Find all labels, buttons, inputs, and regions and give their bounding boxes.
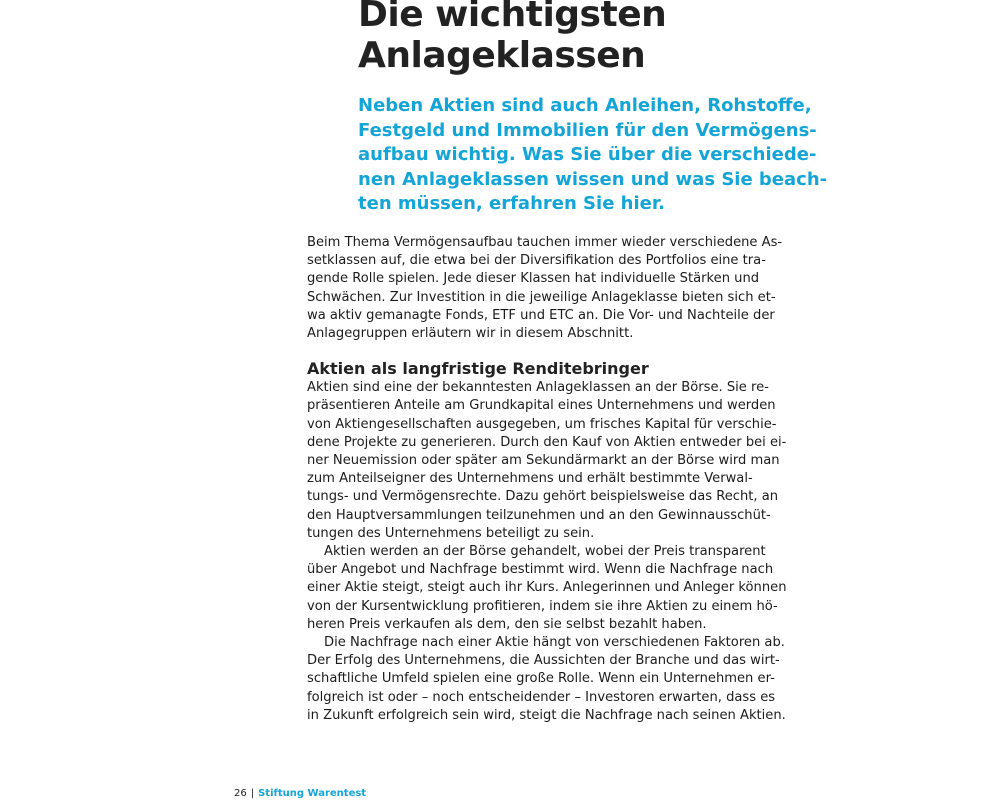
lead-line: aufbau wichtig. Was Sie über die verschiede- xyxy=(358,144,817,166)
section-paragraph-2 xyxy=(307,543,787,634)
lead-paragraph xyxy=(358,94,828,217)
text-line: von Aktiengesellschaften ausgegeben, um frisches Kapital für verschie- xyxy=(307,416,777,432)
lead-line: Festgeld und Immobilien für den Vermögens- xyxy=(358,119,817,141)
text-line: von der Kursentwicklung profitieren, indem sie ihre Aktien zu einem hö- xyxy=(307,598,778,614)
page-footer xyxy=(234,787,366,800)
text-line: schaftliche Umfeld spielen eine große Rolle. Wenn ein Unternehmen er- xyxy=(307,671,775,687)
text-line: Der Erfolg des Unternehmens, die Aussichten der Branche und das wirt- xyxy=(307,653,780,669)
text-line: Aktien werden an der Börse gehandelt, wobei der Preis transparent xyxy=(324,544,766,560)
page-number: 26 xyxy=(234,788,247,799)
text-line: Aktien sind eine der bekanntesten Anlageklassen an der Börse. Sie re- xyxy=(307,380,769,396)
intro-paragraph xyxy=(307,234,783,343)
text-line: heren Preis verkaufen als dem, den sie selbst bezahlt haben. xyxy=(307,616,707,632)
text-line: gende Rolle spielen. Jede dieser Klassen hat individuelle Stärken und xyxy=(307,271,760,287)
title-line: Anlageklassen xyxy=(358,35,646,76)
section-paragraph-3 xyxy=(307,634,786,725)
text-line: den Hauptversammlungen teilzunehmen und an den Gewinnausschüt- xyxy=(307,507,771,523)
body-column xyxy=(307,234,787,725)
text-line: in Zukunft erfolgreich sein wird, steigt die Nachfrage nach seinen Aktien. xyxy=(307,707,786,723)
lead-line: ten müssen, erfahren Sie hier. xyxy=(358,193,666,215)
text-line: wa aktiv gemanagte Fonds, ETF und ETC an. Die Vor- und Nachteile der xyxy=(307,307,775,323)
text-line: Anlagegruppen erläutern wir in diesem Abschnitt. xyxy=(307,326,634,342)
text-line: tungs- und Vermögensrechte. Dazu gehört beispielsweise das Recht, an xyxy=(307,489,779,505)
text-line: über Angebot und Nachfrage bestimmt wird. Wenn die Nachfrage nach xyxy=(307,562,774,578)
text-line: setklassen auf, die etwa bei der Diversifikation des Portfolios eine tra- xyxy=(307,253,766,269)
lead-line: nen Anlageklassen wissen und was Sie beach- xyxy=(358,168,828,190)
text-line: zum Anteilseigner des Unternehmens und erhält bestimmte Verwal- xyxy=(307,471,753,487)
text-line: Die Nachfrage nach einer Aktie hängt von verschiedenen Faktoren ab. xyxy=(324,635,785,651)
lead-line: Neben Aktien sind auch Anleihen, Rohstoffe, xyxy=(358,95,812,116)
text-line: dene Projekte zu generieren. Durch den Kauf von Aktien entweder bei ei- xyxy=(307,434,787,450)
text-line: präsentieren Anteile am Grundkapital eines Unternehmens und werden xyxy=(307,398,776,414)
text-line: ner Neuemission oder später am Sekundärmarkt an der Börse wird man xyxy=(307,453,780,469)
text-line: Beim Thema Vermögensaufbau tauchen immer wieder verschiedene As- xyxy=(307,235,783,250)
text-line: Schwächen. Zur Investition in die jeweilige Anlageklasse bieten sich et- xyxy=(307,289,776,305)
publisher-name: Stiftung Warentest xyxy=(258,788,367,799)
section-paragraph-1 xyxy=(307,379,787,543)
text-line: tungen des Unternehmens beteiligt zu sein. xyxy=(307,525,595,541)
text-line: folgreich ist oder – noch entscheidender – Investoren erwarten, dass es xyxy=(307,689,776,705)
footer-separator: | xyxy=(250,788,255,799)
title-line: Die wichtigsten xyxy=(358,0,667,35)
text-line: einer Aktie steigt, steigt auch ihr Kurs. Anlegerinnen und Anleger können xyxy=(307,580,787,596)
page-title xyxy=(358,0,778,76)
section-heading: Aktien als langfristige Renditebringer xyxy=(307,359,649,379)
